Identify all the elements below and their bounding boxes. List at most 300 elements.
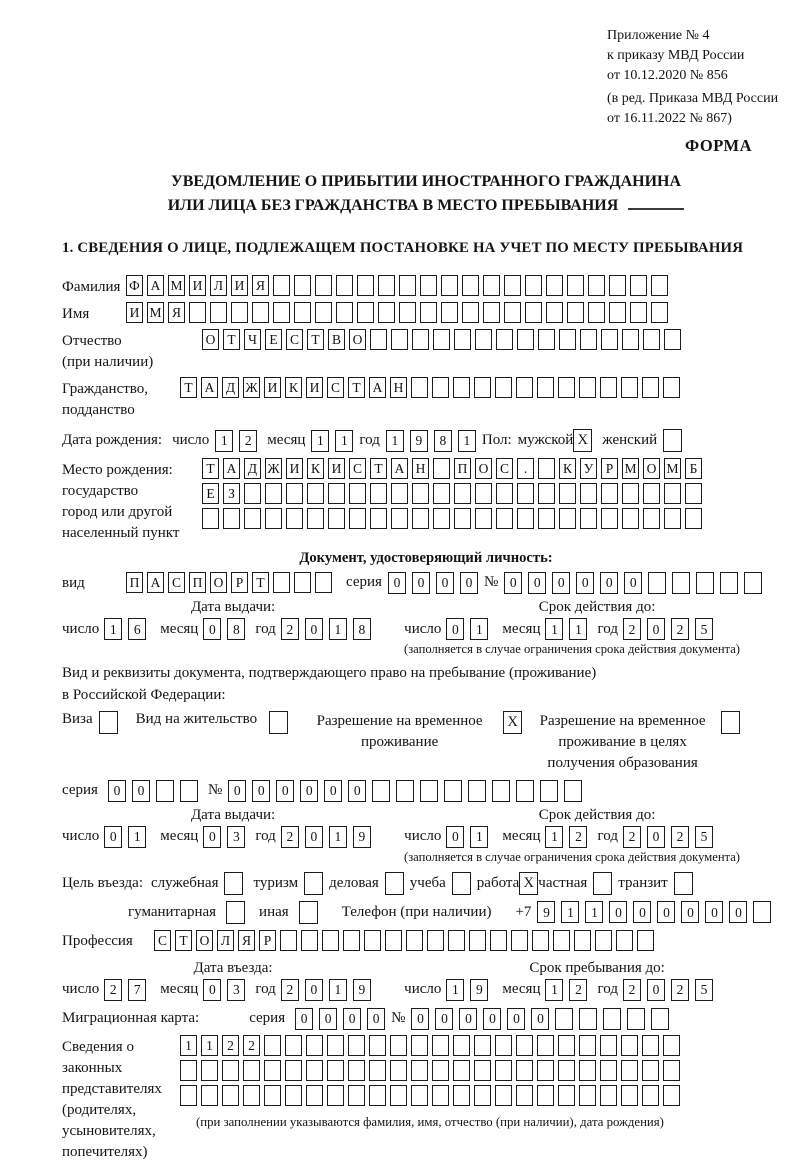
char-cell[interactable]: 1: [545, 826, 563, 848]
char-cell[interactable]: [609, 302, 626, 323]
char-cell[interactable]: [432, 1085, 449, 1106]
char-cell[interactable]: 0: [412, 572, 430, 594]
char-cell[interactable]: [391, 329, 408, 350]
char-cell[interactable]: 1: [446, 979, 464, 1001]
char-cell[interactable]: [651, 1008, 669, 1030]
char-cell[interactable]: [432, 1060, 449, 1081]
char-cell[interactable]: [622, 483, 639, 504]
char-cell[interactable]: П: [126, 572, 143, 593]
char-cell[interactable]: [328, 483, 345, 504]
char-cell[interactable]: [286, 508, 303, 529]
char-cell[interactable]: [294, 275, 311, 296]
char-cell[interactable]: З: [223, 483, 240, 504]
char-cell[interactable]: [538, 483, 555, 504]
char-cell[interactable]: [462, 302, 479, 323]
char-cell[interactable]: [537, 1085, 554, 1106]
purpose-business-checkbox[interactable]: [385, 872, 404, 895]
char-cell[interactable]: С: [168, 572, 185, 593]
char-cell[interactable]: [264, 1060, 281, 1081]
char-cell[interactable]: 5: [695, 618, 713, 640]
char-cell[interactable]: 0: [295, 1008, 313, 1030]
purpose-private-checkbox[interactable]: [593, 872, 612, 895]
char-cell[interactable]: [399, 302, 416, 323]
char-cell[interactable]: Ж: [265, 458, 282, 479]
char-cell[interactable]: 0: [319, 1008, 337, 1030]
char-cell[interactable]: [475, 508, 492, 529]
char-cell[interactable]: 2: [104, 979, 122, 1001]
char-cell[interactable]: 2: [243, 1035, 260, 1056]
char-cell[interactable]: 0: [446, 826, 464, 848]
char-cell[interactable]: 0: [305, 979, 323, 1001]
char-cell[interactable]: [412, 508, 429, 529]
char-cell[interactable]: [474, 1035, 491, 1056]
char-cell[interactable]: [637, 930, 654, 951]
char-cell[interactable]: Я: [252, 275, 269, 296]
char-cell[interactable]: Н: [412, 458, 429, 479]
char-cell[interactable]: [496, 329, 513, 350]
char-cell[interactable]: [357, 275, 374, 296]
char-cell[interactable]: 0: [435, 1008, 453, 1030]
char-cell[interactable]: [558, 1085, 575, 1106]
char-cell[interactable]: С: [154, 930, 171, 951]
char-cell[interactable]: 0: [305, 826, 323, 848]
char-cell[interactable]: [462, 275, 479, 296]
char-cell[interactable]: 0: [104, 826, 122, 848]
char-cell[interactable]: [453, 1085, 470, 1106]
char-cell[interactable]: [265, 483, 282, 504]
char-cell[interactable]: [202, 508, 219, 529]
char-cell[interactable]: [580, 483, 597, 504]
char-cell[interactable]: [222, 1060, 239, 1081]
char-cell[interactable]: [327, 1085, 344, 1106]
char-cell[interactable]: 0: [705, 901, 723, 923]
char-cell[interactable]: [294, 572, 311, 593]
char-cell[interactable]: [490, 930, 507, 951]
char-cell[interactable]: С: [286, 329, 303, 350]
char-cell[interactable]: [630, 302, 647, 323]
char-cell[interactable]: [364, 930, 381, 951]
char-cell[interactable]: [574, 930, 591, 951]
char-cell[interactable]: [453, 1035, 470, 1056]
char-cell[interactable]: [744, 572, 762, 594]
char-cell[interactable]: [285, 1060, 302, 1081]
char-cell[interactable]: [492, 780, 510, 802]
char-cell[interactable]: [651, 302, 668, 323]
char-cell[interactable]: 0: [528, 572, 546, 594]
char-cell[interactable]: 0: [657, 901, 675, 923]
char-cell[interactable]: [517, 483, 534, 504]
char-cell[interactable]: [433, 329, 450, 350]
char-cell[interactable]: 1: [335, 430, 353, 452]
char-cell[interactable]: [595, 930, 612, 951]
char-cell[interactable]: 1: [329, 979, 347, 1001]
purpose-study-checkbox[interactable]: [452, 872, 471, 895]
char-cell[interactable]: [201, 1060, 218, 1081]
char-cell[interactable]: [189, 302, 206, 323]
char-cell[interactable]: [453, 377, 470, 398]
char-cell[interactable]: [642, 1060, 659, 1081]
char-cell[interactable]: [663, 1060, 680, 1081]
char-cell[interactable]: [603, 1008, 621, 1030]
char-cell[interactable]: П: [189, 572, 206, 593]
char-cell[interactable]: Ж: [243, 377, 260, 398]
char-cell[interactable]: [441, 275, 458, 296]
char-cell[interactable]: 2: [671, 979, 689, 1001]
char-cell[interactable]: 0: [203, 826, 221, 848]
char-cell[interactable]: 1: [545, 979, 563, 1001]
char-cell[interactable]: [412, 329, 429, 350]
temp-residence-education-checkbox[interactable]: [721, 711, 740, 734]
char-cell[interactable]: [453, 1060, 470, 1081]
char-cell[interactable]: [504, 275, 521, 296]
char-cell[interactable]: 0: [252, 780, 270, 802]
char-cell[interactable]: 5: [695, 826, 713, 848]
char-cell[interactable]: [664, 508, 681, 529]
char-cell[interactable]: [474, 1085, 491, 1106]
char-cell[interactable]: [579, 377, 596, 398]
char-cell[interactable]: [685, 508, 702, 529]
char-cell[interactable]: [420, 302, 437, 323]
char-cell[interactable]: А: [201, 377, 218, 398]
char-cell[interactable]: [588, 302, 605, 323]
char-cell[interactable]: [664, 483, 681, 504]
char-cell[interactable]: [651, 275, 668, 296]
char-cell[interactable]: [369, 1035, 386, 1056]
char-cell[interactable]: С: [349, 458, 366, 479]
char-cell[interactable]: 1: [329, 826, 347, 848]
char-cell[interactable]: А: [147, 275, 164, 296]
char-cell[interactable]: [609, 275, 626, 296]
char-cell[interactable]: И: [231, 275, 248, 296]
char-cell[interactable]: Т: [223, 329, 240, 350]
char-cell[interactable]: [315, 275, 332, 296]
char-cell[interactable]: [370, 329, 387, 350]
char-cell[interactable]: [396, 780, 414, 802]
char-cell[interactable]: 0: [504, 572, 522, 594]
char-cell[interactable]: [553, 930, 570, 951]
char-cell[interactable]: [564, 780, 582, 802]
char-cell[interactable]: [156, 780, 174, 802]
char-cell[interactable]: [201, 1085, 218, 1106]
char-cell[interactable]: 2: [281, 618, 299, 640]
char-cell[interactable]: Р: [601, 458, 618, 479]
char-cell[interactable]: [399, 275, 416, 296]
char-cell[interactable]: [621, 1085, 638, 1106]
char-cell[interactable]: [349, 508, 366, 529]
char-cell[interactable]: [685, 483, 702, 504]
char-cell[interactable]: [643, 329, 660, 350]
char-cell[interactable]: И: [328, 458, 345, 479]
char-cell[interactable]: [642, 1085, 659, 1106]
purpose-tourism-checkbox[interactable]: [304, 872, 323, 895]
char-cell[interactable]: [546, 275, 563, 296]
char-cell[interactable]: [496, 508, 513, 529]
char-cell[interactable]: 0: [108, 780, 126, 802]
char-cell[interactable]: [454, 483, 471, 504]
char-cell[interactable]: [627, 1008, 645, 1030]
char-cell[interactable]: [306, 1035, 323, 1056]
char-cell[interactable]: Т: [175, 930, 192, 951]
char-cell[interactable]: Т: [370, 458, 387, 479]
char-cell[interactable]: [504, 302, 521, 323]
char-cell[interactable]: 0: [132, 780, 150, 802]
char-cell[interactable]: Т: [180, 377, 197, 398]
char-cell[interactable]: [559, 508, 576, 529]
male-checkbox[interactable]: X: [573, 429, 592, 452]
char-cell[interactable]: [180, 1060, 197, 1081]
char-cell[interactable]: [390, 1085, 407, 1106]
char-cell[interactable]: Т: [348, 377, 365, 398]
char-cell[interactable]: [448, 930, 465, 951]
char-cell[interactable]: 1: [545, 618, 563, 640]
char-cell[interactable]: 0: [647, 618, 665, 640]
char-cell[interactable]: [385, 930, 402, 951]
char-cell[interactable]: [420, 780, 438, 802]
char-cell[interactable]: Е: [202, 483, 219, 504]
char-cell[interactable]: 0: [681, 901, 699, 923]
char-cell[interactable]: [643, 508, 660, 529]
char-cell[interactable]: 9: [470, 979, 488, 1001]
char-cell[interactable]: [558, 1035, 575, 1056]
char-cell[interactable]: М: [664, 458, 681, 479]
char-cell[interactable]: 1: [386, 430, 404, 452]
char-cell[interactable]: [579, 1060, 596, 1081]
char-cell[interactable]: Т: [307, 329, 324, 350]
char-cell[interactable]: Я: [238, 930, 255, 951]
char-cell[interactable]: Я: [168, 302, 185, 323]
char-cell[interactable]: .: [517, 458, 534, 479]
char-cell[interactable]: И: [126, 302, 143, 323]
char-cell[interactable]: [432, 1035, 449, 1056]
char-cell[interactable]: [495, 1060, 512, 1081]
char-cell[interactable]: [601, 508, 618, 529]
char-cell[interactable]: 0: [276, 780, 294, 802]
char-cell[interactable]: 0: [459, 1008, 477, 1030]
char-cell[interactable]: [580, 508, 597, 529]
female-checkbox[interactable]: [663, 429, 682, 452]
char-cell[interactable]: [475, 329, 492, 350]
char-cell[interactable]: В: [328, 329, 345, 350]
char-cell[interactable]: 2: [623, 979, 641, 1001]
char-cell[interactable]: К: [559, 458, 576, 479]
char-cell[interactable]: 0: [460, 572, 478, 594]
char-cell[interactable]: [525, 302, 542, 323]
char-cell[interactable]: [532, 930, 549, 951]
char-cell[interactable]: Е: [265, 329, 282, 350]
char-cell[interactable]: [343, 930, 360, 951]
char-cell[interactable]: [475, 483, 492, 504]
char-cell[interactable]: [468, 780, 486, 802]
char-cell[interactable]: [369, 1060, 386, 1081]
char-cell[interactable]: 0: [228, 780, 246, 802]
char-cell[interactable]: 0: [609, 901, 627, 923]
char-cell[interactable]: [231, 302, 248, 323]
char-cell[interactable]: Д: [244, 458, 261, 479]
char-cell[interactable]: 0: [552, 572, 570, 594]
char-cell[interactable]: [495, 377, 512, 398]
char-cell[interactable]: 0: [647, 826, 665, 848]
char-cell[interactable]: [600, 1035, 617, 1056]
char-cell[interactable]: 1: [569, 618, 587, 640]
char-cell[interactable]: [696, 572, 714, 594]
char-cell[interactable]: 0: [300, 780, 318, 802]
char-cell[interactable]: 3: [227, 826, 245, 848]
char-cell[interactable]: [420, 275, 437, 296]
char-cell[interactable]: [516, 1060, 533, 1081]
char-cell[interactable]: [427, 930, 444, 951]
char-cell[interactable]: 0: [729, 901, 747, 923]
purpose-transit-checkbox[interactable]: [674, 872, 693, 895]
char-cell[interactable]: 0: [203, 618, 221, 640]
purpose-work-checkbox[interactable]: X: [519, 872, 538, 895]
char-cell[interactable]: 0: [436, 572, 454, 594]
char-cell[interactable]: [567, 275, 584, 296]
char-cell[interactable]: [601, 483, 618, 504]
char-cell[interactable]: [643, 483, 660, 504]
char-cell[interactable]: 2: [569, 826, 587, 848]
char-cell[interactable]: 6: [128, 618, 146, 640]
char-cell[interactable]: [433, 458, 450, 479]
char-cell[interactable]: [600, 1085, 617, 1106]
char-cell[interactable]: 2: [281, 826, 299, 848]
char-cell[interactable]: [579, 1008, 597, 1030]
char-cell[interactable]: [474, 377, 491, 398]
char-cell[interactable]: 2: [671, 826, 689, 848]
char-cell[interactable]: Л: [217, 930, 234, 951]
char-cell[interactable]: 0: [576, 572, 594, 594]
char-cell[interactable]: [580, 329, 597, 350]
char-cell[interactable]: [280, 930, 297, 951]
char-cell[interactable]: [315, 302, 332, 323]
char-cell[interactable]: Ч: [244, 329, 261, 350]
char-cell[interactable]: [336, 275, 353, 296]
char-cell[interactable]: [328, 508, 345, 529]
char-cell[interactable]: [327, 1060, 344, 1081]
char-cell[interactable]: [411, 1060, 428, 1081]
char-cell[interactable]: [273, 302, 290, 323]
char-cell[interactable]: [622, 329, 639, 350]
char-cell[interactable]: [601, 329, 618, 350]
char-cell[interactable]: [495, 1085, 512, 1106]
char-cell[interactable]: [412, 483, 429, 504]
char-cell[interactable]: [663, 1035, 680, 1056]
char-cell[interactable]: [411, 1035, 428, 1056]
char-cell[interactable]: [315, 572, 332, 593]
purpose-official-checkbox[interactable]: [224, 872, 243, 895]
char-cell[interactable]: 9: [537, 901, 555, 923]
char-cell[interactable]: [648, 572, 666, 594]
char-cell[interactable]: [517, 508, 534, 529]
char-cell[interactable]: [294, 302, 311, 323]
char-cell[interactable]: [406, 930, 423, 951]
char-cell[interactable]: [370, 508, 387, 529]
char-cell[interactable]: А: [369, 377, 386, 398]
char-cell[interactable]: 7: [128, 979, 146, 1001]
char-cell[interactable]: К: [285, 377, 302, 398]
char-cell[interactable]: 8: [227, 618, 245, 640]
char-cell[interactable]: [558, 377, 575, 398]
char-cell[interactable]: Д: [222, 377, 239, 398]
char-cell[interactable]: [411, 377, 428, 398]
char-cell[interactable]: 0: [305, 618, 323, 640]
char-cell[interactable]: [273, 572, 290, 593]
char-cell[interactable]: [540, 780, 558, 802]
char-cell[interactable]: [525, 275, 542, 296]
char-cell[interactable]: [222, 1085, 239, 1106]
char-cell[interactable]: 0: [647, 979, 665, 1001]
char-cell[interactable]: 0: [324, 780, 342, 802]
char-cell[interactable]: 1: [470, 618, 488, 640]
char-cell[interactable]: [588, 275, 605, 296]
char-cell[interactable]: 2: [281, 979, 299, 1001]
char-cell[interactable]: [516, 780, 534, 802]
char-cell[interactable]: 1: [585, 901, 603, 923]
char-cell[interactable]: 0: [446, 618, 464, 640]
char-cell[interactable]: 2: [569, 979, 587, 1001]
char-cell[interactable]: О: [202, 329, 219, 350]
char-cell[interactable]: 0: [624, 572, 642, 594]
char-cell[interactable]: 1: [104, 618, 122, 640]
char-cell[interactable]: [616, 930, 633, 951]
char-cell[interactable]: [517, 329, 534, 350]
char-cell[interactable]: [516, 1085, 533, 1106]
char-cell[interactable]: [336, 302, 353, 323]
char-cell[interactable]: [537, 1035, 554, 1056]
char-cell[interactable]: [579, 1035, 596, 1056]
char-cell[interactable]: [454, 329, 471, 350]
temp-residence-checkbox[interactable]: X: [503, 711, 522, 734]
char-cell[interactable]: [432, 377, 449, 398]
char-cell[interactable]: [546, 302, 563, 323]
char-cell[interactable]: [285, 1035, 302, 1056]
char-cell[interactable]: 1: [215, 430, 233, 452]
char-cell[interactable]: [264, 1085, 281, 1106]
char-cell[interactable]: [391, 508, 408, 529]
char-cell[interactable]: 0: [600, 572, 618, 594]
char-cell[interactable]: 9: [353, 826, 371, 848]
char-cell[interactable]: 1: [311, 430, 329, 452]
char-cell[interactable]: 1: [470, 826, 488, 848]
char-cell[interactable]: [555, 1008, 573, 1030]
char-cell[interactable]: Р: [231, 572, 248, 593]
char-cell[interactable]: [559, 329, 576, 350]
char-cell[interactable]: [244, 508, 261, 529]
char-cell[interactable]: [307, 483, 324, 504]
char-cell[interactable]: [180, 1085, 197, 1106]
char-cell[interactable]: Н: [390, 377, 407, 398]
char-cell[interactable]: [349, 483, 366, 504]
char-cell[interactable]: [753, 901, 771, 923]
char-cell[interactable]: [441, 302, 458, 323]
char-cell[interactable]: [559, 483, 576, 504]
char-cell[interactable]: [285, 1085, 302, 1106]
char-cell[interactable]: [265, 508, 282, 529]
char-cell[interactable]: О: [210, 572, 227, 593]
char-cell[interactable]: 1: [329, 618, 347, 640]
char-cell[interactable]: 2: [222, 1035, 239, 1056]
char-cell[interactable]: [720, 572, 738, 594]
purpose-other-checkbox[interactable]: [299, 901, 318, 924]
char-cell[interactable]: Ф: [126, 275, 143, 296]
char-cell[interactable]: [433, 483, 450, 504]
char-cell[interactable]: [348, 1060, 365, 1081]
char-cell[interactable]: С: [327, 377, 344, 398]
char-cell[interactable]: [348, 1085, 365, 1106]
char-cell[interactable]: К: [307, 458, 324, 479]
char-cell[interactable]: [180, 780, 198, 802]
char-cell[interactable]: [370, 483, 387, 504]
char-cell[interactable]: И: [264, 377, 281, 398]
